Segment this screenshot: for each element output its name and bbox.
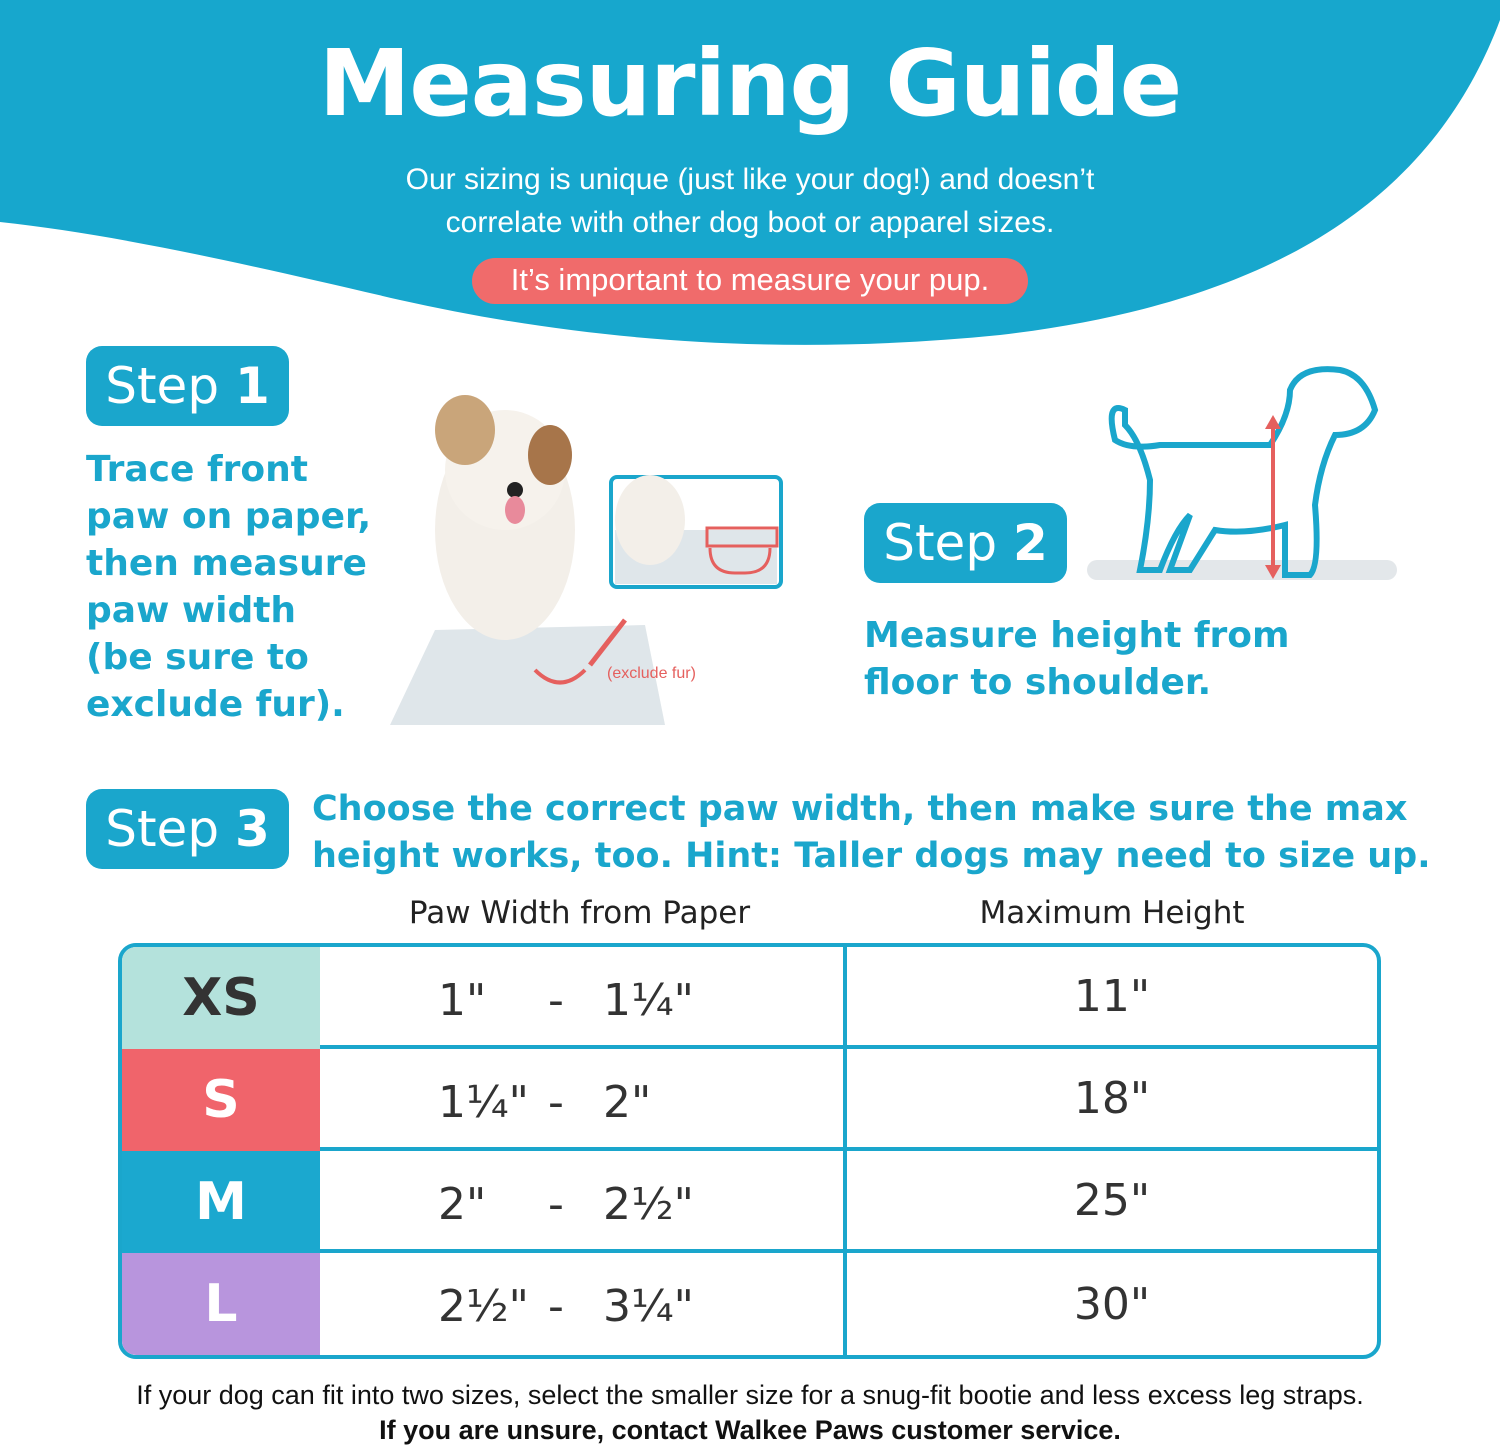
- max-height-header: Maximum Height: [979, 895, 1245, 931]
- footer-note: If your dog can fit into two sizes, select the smaller size for a snug-fit bootie and less excess leg straps.: [136, 1380, 1364, 1410]
- step2-text: Measure height from floor to shoulder.: [864, 615, 1290, 703]
- max-height: 25": [847, 1151, 1377, 1253]
- step3-badge: Step 3: [86, 789, 289, 869]
- svg-text:(exclude fur): (exclude fur): [607, 665, 696, 682]
- dash: -: [548, 1179, 564, 1230]
- dash: -: [548, 975, 564, 1026]
- table-row: [122, 1049, 1377, 1151]
- max-height: 11": [847, 947, 1377, 1049]
- paw-max: 2½": [603, 1179, 694, 1230]
- step1-text: Trace front paw on paper, then measure paw width (be sure to exclude fur).: [86, 449, 372, 725]
- size-chart-table: [118, 943, 1381, 1359]
- paw-max: 3¼": [603, 1281, 694, 1332]
- table-row: [122, 947, 1377, 1049]
- paw-min: 2½": [438, 1281, 529, 1332]
- step3-text: Choose the correct paw width, then make sure the max height works, too. Hint: Taller dogs may need to size up.: [312, 789, 1431, 876]
- paw-max: 2": [603, 1077, 652, 1128]
- step2-badge: Step 2: [864, 503, 1067, 583]
- size-label: L: [122, 1253, 320, 1355]
- max-height: 18": [847, 1049, 1377, 1151]
- table-row: [122, 1151, 1377, 1253]
- step1-badge: Step 1: [86, 346, 289, 426]
- dog-height-outline-icon: [1085, 365, 1405, 590]
- max-height: 30": [1073, 1278, 1151, 1330]
- size-label: M: [122, 1151, 320, 1253]
- footer-contact: If you are unsure, contact Walkee Paws customer service.: [379, 1415, 1121, 1445]
- size-label: XS: [122, 947, 320, 1049]
- callout-badge: It’s important to measure your pup.: [472, 258, 1028, 304]
- paw-width-header: Paw Width from Paper: [408, 895, 751, 931]
- subtitle: Our sizing is unique (just like your dog!) and doesn’t correlate with other dog boot or apparel sizes.: [405, 163, 1095, 239]
- paw-min: 1¼": [438, 1077, 529, 1128]
- paw-max: 1¼": [603, 975, 694, 1026]
- paw-min: 1": [438, 975, 487, 1026]
- dog-paw-tracing-illustration: [385, 380, 805, 740]
- paw-min: 2": [438, 1179, 487, 1230]
- size-label: S: [122, 1049, 320, 1151]
- dash: -: [548, 1077, 564, 1128]
- dash: -: [548, 1281, 564, 1332]
- page-title: Measuring Guide: [318, 30, 1182, 137]
- table-row: [122, 1253, 1377, 1355]
